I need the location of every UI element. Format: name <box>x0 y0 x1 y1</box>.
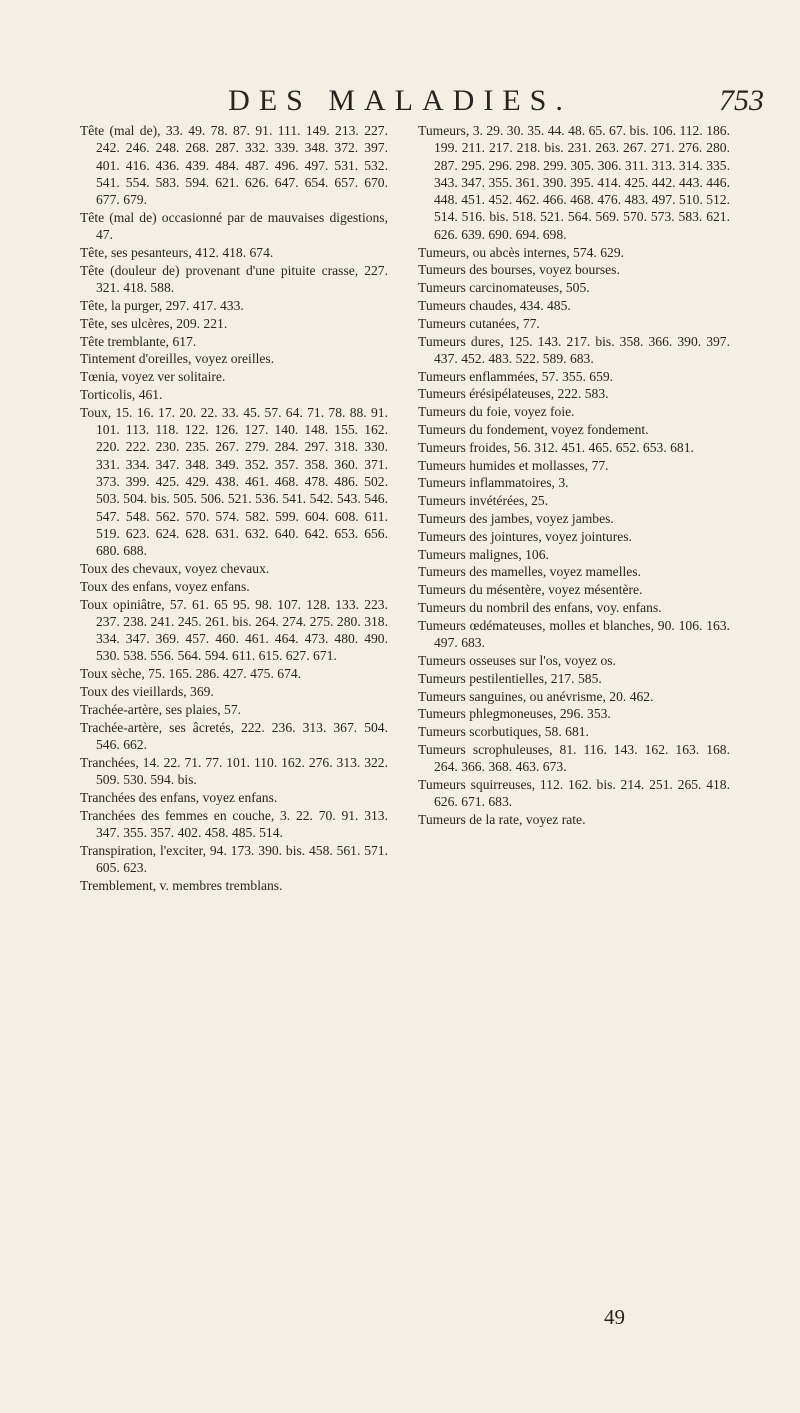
index-entry: Tumeurs enflammées, 57. 355. 659. <box>418 368 614 384</box>
index-entry: Tumeurs humides et mollasses, 77. <box>418 457 609 473</box>
index-entry: Tumeurs carcinomateuses, 505. <box>418 280 590 296</box>
index-entry: Tumeurs des jambes, voyez jambes. <box>418 511 614 527</box>
index-entry: Tumeurs, 3. 29. 30. 35. 44. 48. 65. 67. bis. 106. 112. 186. 199. 211. 217. 218. bis. 231. 263. 267. 271. 276. 280. 287. 295. 296. 298. 299. 305. 306. 311. 313. 314. 335. 343. 347. 355. 361. 390. 395. 414. 425. 442. 443. 446. 448. 451. 452. 462. 466. 468. 476. 483. 497. 510. 512. 514. 516. bis. 518. 521. 564. 569. 570. 573. 583. 621. 626. 639. 690. 694. 698. <box>418 123 730 242</box>
index-entry: Tumeurs scrophuleuses, 81. 116. 143. 162. 163. 168. 264. 366. 368. 463. 673. <box>418 741 730 775</box>
index-entry: Trachée-artère, ses âcretés, 222. 236. 313. 367. 504. 546. 662. <box>80 719 388 752</box>
index-entry: Tumeurs du mésentère, voyez mésentère. <box>418 582 643 598</box>
index-entry: Tête, la purger, 297. 417. 433. <box>80 297 244 313</box>
index-entry: Tumeurs des mamelles, voyez mamelles. <box>418 564 641 580</box>
index-entry: Toux des vieillards, 369. <box>80 684 214 699</box>
index-entry: Tumeurs inflammatoires, 3. <box>418 475 569 491</box>
index-entry: Tumeurs des jointures, voyez jointures. <box>418 528 632 544</box>
index-entry: Tumeurs de la rate, voyez rate. <box>418 812 586 828</box>
index-entry: Tumeurs froides, 56. 312. 451. 465. 652. 653. 681. <box>418 439 694 455</box>
page-number: 753 <box>719 84 764 117</box>
index-entry: Tranchées, 14. 22. 71. 77. 101. 110. 162. 276. 313. 322. 509. 530. 594. bis. <box>80 754 388 787</box>
index-entry: Tumeurs du fondement, voyez fondement. <box>418 422 649 438</box>
index-entry: Tumeurs squirreuses, 112. 162. bis. 214. 251. 265. 418. 626. 671. 683. <box>418 776 730 810</box>
index-entry: Tumeurs phlegmoneuses, 296. 353. <box>418 706 611 722</box>
index-entry: Tête, ses ulcères, 209. 221. <box>80 315 228 331</box>
index-entry: Toux, 15. 16. 17. 20. 22. 33. 45. 57. 64. 71. 78. 88. 91. 101. 113. 118. 122. 126. 127. 140. 148. 155. 162. 220. 222. 230. 235. 267. 279. 284. 297. 318. 330. 331. 334. 347. 348. 349. 352. 357. 358. 360. 371. 373. 399. 425. 429. 438. 461. 468. 478. 486. 502. 503. 504. bis. 505. 506. 521. 536. 541. 542. 543. 546. 547. 548. 562. 570. 574. 582. 599. 604. 608. 611. 519. 623. 624. 628. 631. 632. 640. 642. 653. 656. 680. 688. <box>80 404 388 559</box>
index-entry: Tête (douleur de) provenant d'une pituite crasse, 227. 321. 418. 588. <box>80 262 388 296</box>
index-entry: Toux des chevaux, voyez chevaux. <box>80 560 270 576</box>
signature-mark: 49 <box>604 1305 625 1329</box>
index-entry: Tête (mal de), 33. 49. 78. 87. 91. 111. 149. 213. 227. 242. 246. 248. 268. 287. 332. 339. 348. 372. 397. 401. 416. 436. 439. 484. 487. 496. 497. 531. 532. 541. 554. 583. 594. 621. 626. 647. 654. 657. 670. 677. 679. <box>80 123 388 208</box>
index-entry: Tumeurs érésipélateuses, 222. 583. <box>418 386 609 402</box>
index-entry: Tumeurs pestilentielles, 217. 585. <box>418 670 602 686</box>
index-entry: Tranchées des femmes en couche, 3. 22. 70. 91. 313. 347. 355. 357. 402. 458. 485. 514. <box>80 807 388 840</box>
index-entry: Tumeurs œdémateuses, molles et blanches, 90. 106. 163. 497. 683. <box>418 617 730 651</box>
index-entry: Tremblement, v. membres tremblans. <box>80 877 283 893</box>
index-entry: Tumeurs chaudes, 434. 485. <box>418 297 571 313</box>
index-entry: Tumeurs malignes, 106. <box>418 546 549 562</box>
index-entry: Tumeurs dures, 125. 143. 217. bis. 358. 366. 390. 397. 437. 452. 483. 522. 589. 683. <box>418 333 730 366</box>
index-entry: Tête (mal de) occasionné par de mauvaises digestions, 47. <box>80 209 388 243</box>
running-head: DES MALADIES. <box>228 84 572 117</box>
index-entry: Toux sèche, 75. 165. 286. 427. 475. 674. <box>80 666 302 682</box>
index-entry: Tumeurs invétérées, 25. <box>418 493 549 509</box>
index-entry: Tête tremblante, 617. <box>80 333 197 349</box>
index-entry: Tœnia, voyez ver solitaire. <box>80 369 226 385</box>
index-entry: Tumeurs osseuses sur l'os, voyez os. <box>418 652 616 668</box>
index-entry: Torticolis, 461. <box>80 386 163 402</box>
index-column-left <box>80 122 388 895</box>
index-entry: Tranchées des enfans, voyez enfans. <box>80 789 278 805</box>
index-entry: Tintement d'oreilles, voyez oreilles. <box>80 351 275 367</box>
index-entry: Tumeurs, ou abcès internes, 574. 629. <box>418 244 625 260</box>
index-entry: Tumeurs cutanées, 77. <box>418 315 540 331</box>
index-entry: Tumeurs du foie, voyez foie. <box>418 404 575 420</box>
index-entry: Tumeurs du nombril des enfans, voy. enfans. <box>418 600 662 616</box>
index-entry: Transpiration, l'exciter, 94. 173. 390. bis. 458. 561. 571. 605. 623. <box>80 842 388 875</box>
index-entry: Trachée-artère, ses plaies, 57. <box>80 701 242 717</box>
index-entry: Tumeurs sanguines, ou anévrisme, 20. 462. <box>418 688 654 704</box>
index-entry: Toux des enfans, voyez enfans. <box>80 578 250 594</box>
index-entry: Tumeurs des bourses, voyez bourses. <box>418 262 620 278</box>
index-entry: Tête, ses pesanteurs, 412. 418. 674. <box>80 245 274 261</box>
index-entry: Tumeurs scorbutiques, 58. 681. <box>418 724 589 740</box>
index-column-right <box>418 122 730 829</box>
index-entry: Toux opiniâtre, 57. 61. 65 95. 98. 107. 128. 133. 223. 237. 238. 241. 245. 261. bis. 264. 274. 275. 280. 318. 334. 347. 369. 457. 460. 461. 464. 473. 480. 490. 530. 538. 556. 564. 594. 611. 615. 627. 671. <box>80 596 388 664</box>
